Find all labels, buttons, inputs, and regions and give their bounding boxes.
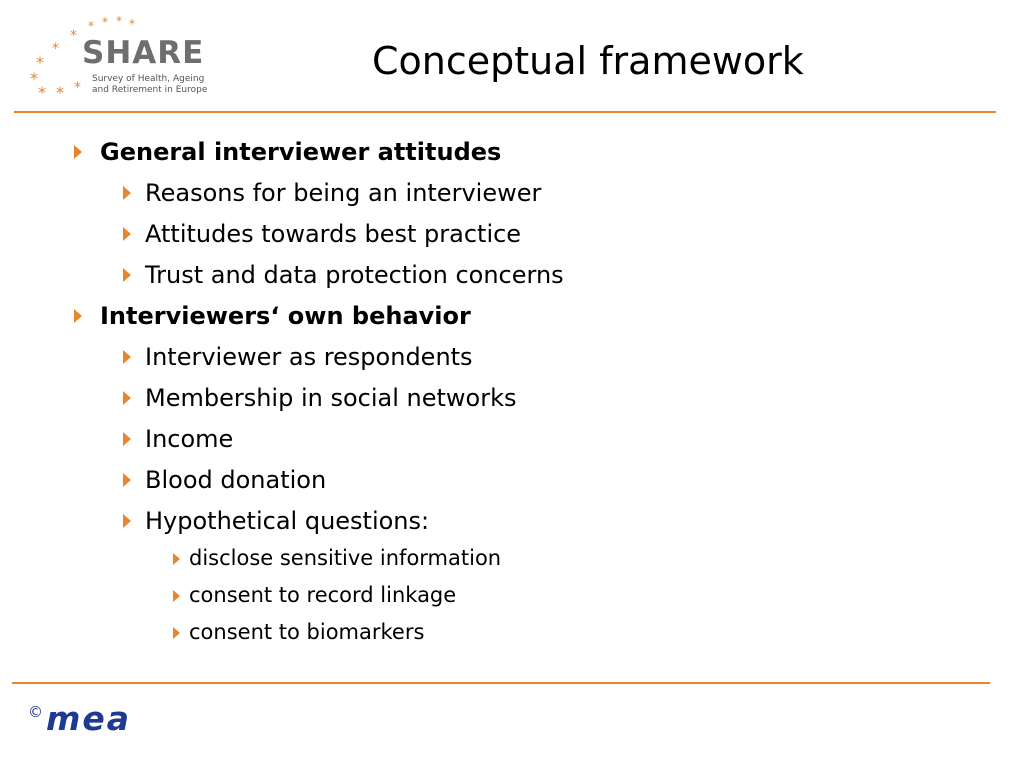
copyright-symbol: © — [28, 703, 43, 721]
logo-subtitle-line1: Survey of Health, Ageing — [92, 74, 205, 84]
bullet-text: Blood donation — [145, 466, 327, 494]
bullet-text: Income — [145, 425, 234, 453]
bullet-arrow-icon — [123, 227, 131, 241]
bullet-text: Hypothetical questions: — [145, 507, 430, 535]
svg-text:*: * — [52, 41, 59, 57]
bullet-arrow-icon — [123, 514, 131, 528]
slide-title: Conceptual framework — [372, 39, 804, 83]
bottom-divider — [12, 682, 990, 684]
svg-text:*: * — [38, 83, 46, 100]
bullet-text: Interviewers‘ own behavior — [100, 302, 471, 330]
svg-text:*: * — [56, 83, 64, 100]
logo-subtitle-line2: and Retirement in Europe — [92, 85, 208, 95]
bullet-text: Trust and data protection concerns — [145, 261, 564, 289]
svg-text:*: * — [74, 80, 81, 96]
bullet-item — [145, 386, 517, 410]
bullet-text: Attitudes towards best practice — [145, 220, 522, 248]
bullet-item — [145, 181, 541, 205]
bullet-item — [189, 585, 456, 606]
bullet-text: consent to record linkage — [189, 583, 457, 607]
svg-text:*: * — [70, 28, 77, 44]
svg-text:*: * — [30, 69, 38, 88]
bullet-arrow-icon — [74, 309, 82, 323]
bullet-arrow-icon — [74, 145, 82, 159]
bullet-arrow-icon — [123, 186, 131, 200]
bullet-text: Reasons for being an interviewer — [145, 179, 542, 207]
bullet-arrow-icon — [173, 627, 180, 639]
bullet-text: Interviewer as respondents — [145, 343, 473, 371]
bullet-text: General interviewer attitudes — [100, 138, 502, 166]
bullet-arrow-icon — [123, 391, 131, 405]
svg-text:*: * — [102, 16, 108, 29]
bullet-item — [189, 622, 424, 643]
bullet-item — [145, 263, 564, 287]
bullet-arrow-icon — [173, 590, 180, 602]
bullet-item — [100, 304, 471, 328]
bullet-arrow-icon — [173, 553, 180, 565]
mea-logo: mea — [46, 699, 132, 738]
bullet-item — [100, 140, 501, 164]
svg-text:*: * — [129, 17, 135, 31]
bullet-item — [145, 468, 326, 492]
bullet-text: disclose sensitive information — [189, 546, 502, 570]
bullet-item — [145, 427, 233, 451]
svg-text:*: * — [88, 19, 94, 33]
bullet-text: consent to biomarkers — [189, 620, 425, 644]
bullet-arrow-icon — [123, 268, 131, 282]
svg-text:*: * — [36, 53, 44, 72]
bullet-item — [145, 509, 429, 533]
bullet-arrow-icon — [123, 350, 131, 364]
bullet-arrow-icon — [123, 432, 131, 446]
bullet-item — [145, 345, 473, 369]
bullet-text: Membership in social networks — [145, 384, 517, 412]
bullet-item — [145, 222, 521, 246]
bullet-item — [189, 548, 501, 569]
svg-text:*: * — [116, 16, 122, 28]
logo-wordmark: SHARE — [82, 35, 205, 71]
bullet-arrow-icon — [123, 473, 131, 487]
